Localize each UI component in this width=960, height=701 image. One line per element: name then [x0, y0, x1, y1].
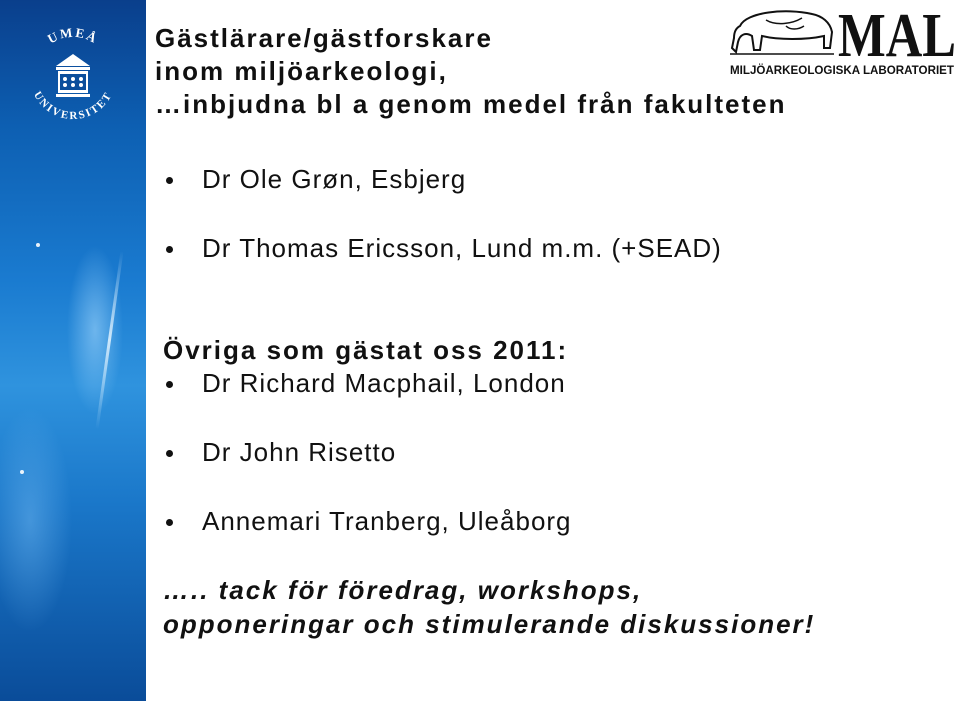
bullet-icon	[166, 177, 173, 184]
logo-text-bottom: UNIVERSITET	[31, 89, 115, 123]
title-line-1: Gästlärare/gästforskare	[155, 23, 493, 53]
sparkle	[20, 470, 24, 474]
lab-abbreviation: MAL	[838, 2, 956, 70]
closing-thanks	[163, 573, 815, 641]
list-item	[166, 163, 722, 232]
closing-line-2: opponeringar och stimulerande diskussioner!	[163, 609, 816, 639]
other-guests-list	[166, 367, 572, 574]
other-guests-heading: Övriga som gästat oss 2011:	[163, 335, 569, 365]
list-item	[166, 436, 572, 505]
bullet-icon	[166, 381, 173, 388]
title-line-3: …inbjudna bl a genom medel från fakulteten	[155, 89, 787, 119]
bullet-icon	[166, 450, 173, 457]
list-item	[166, 232, 722, 301]
list-item-text: Dr John Risetto	[202, 437, 397, 467]
slide-title	[155, 22, 787, 121]
light-streak	[95, 251, 123, 430]
closing-line-1: ….. tack för föredrag, workshops,	[163, 575, 643, 605]
list-item-text: Dr Thomas Ericsson, Lund m.m. (+SEAD)	[202, 233, 722, 263]
list-item	[166, 505, 572, 574]
temple-icon	[56, 54, 90, 97]
invited-guests-list	[166, 163, 722, 301]
bullet-icon	[166, 519, 173, 526]
list-item-text: Annemari Tranberg, Uleåborg	[202, 506, 572, 536]
sparkle	[36, 243, 40, 247]
list-item-text: Dr Ole Grøn, Esbjerg	[202, 164, 467, 194]
bullet-icon	[166, 246, 173, 253]
list-item	[166, 367, 572, 436]
title-line-2: inom miljöarkeologi,	[155, 56, 448, 86]
left-decorative-band	[0, 0, 146, 701]
umea-university-logo	[14, 14, 132, 132]
list-item-text: Dr Richard Macphail, London	[202, 368, 566, 398]
lab-name: MILJÖARKEOLOGISKA LABORATORIET	[730, 65, 953, 77]
logo-text-top: UMEÅ	[45, 24, 101, 47]
svg-text:UMEÅ	[45, 25, 101, 47]
